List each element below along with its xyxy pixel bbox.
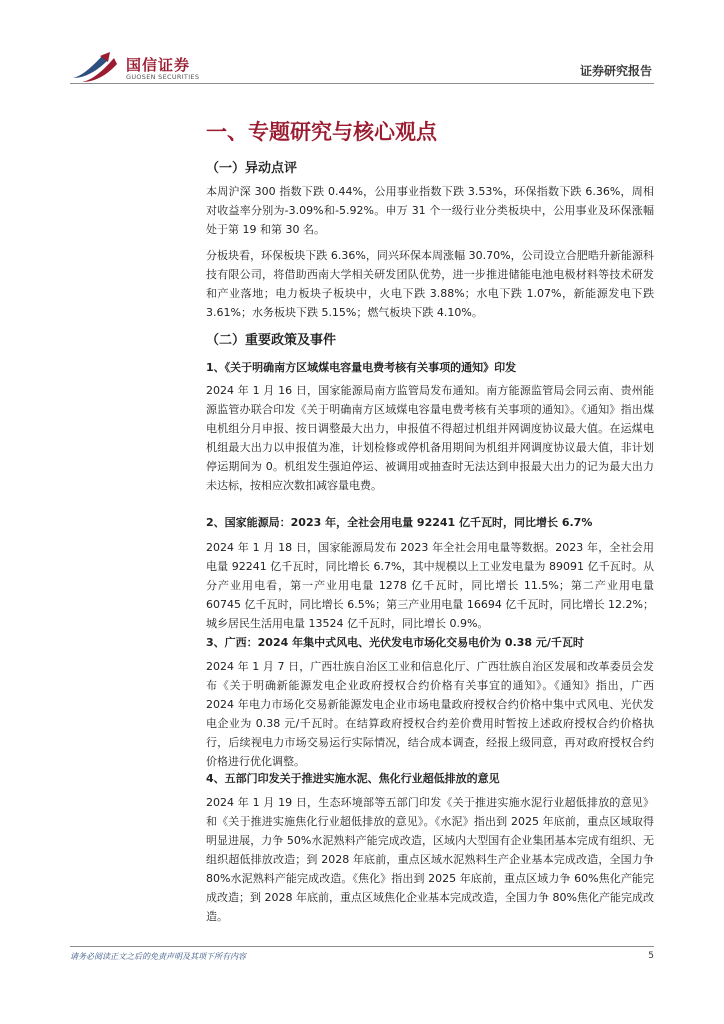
page-header bbox=[0, 0, 724, 90]
policy-item-body-3: 2024 年 1 月 7 日，广西壮族自治区工业和信息化厅、广西壮族自治区发展和改革委员会发布《关于明确新能源发电企业政府授权合约价格有关事宜的通知》。《通知》指出，广西 2024 年电力市场化交易新能源发电企业市场电量政府授权合约价格中集中式风电、光伏发电企业为 0.38 元/千瓦时。在结算政府授权合约差价费用时暂按上述政府授权合约价格执行，后续视电力市场交易运行实际情况，结合成本调查，经报上级同意，再对政府授权合约价格进行优化调整。 bbox=[206, 660, 654, 768]
header-divider bbox=[70, 83, 654, 84]
footer-divider bbox=[70, 946, 654, 947]
policy-item-heading-2: 2、国家能源局：2023 年，全社会用电量 92241 亿千瓦时，同比增长 6.7% bbox=[206, 516, 593, 529]
section-title: 一、专题研究与核心观点 bbox=[206, 120, 437, 144]
policy-item-heading-4: 4、五部门印发关于推进实施水泥、焦化行业超低排放的意见 bbox=[206, 772, 500, 785]
guosen-logo bbox=[70, 50, 220, 86]
guosen-logo-mark-icon bbox=[70, 50, 120, 84]
page-number: 5 bbox=[648, 951, 654, 961]
policy-item-body-1: 2024 年 1 月 16 日，国家能源局南方监管局发布通知。南方能源监管局会同云南、贵州能源监管办联合印发《关于明确南方区域煤电容量电费考核有关事项的通知》。《通知》指出煤电机组分月申报、按日调整最大出力，申报值不得超过机组并网调度协议最大值。在运煤电机组最大出力以申报值为准，计划检修或停机备用期间为机组并网调度协议最大值，非计划停运期间为 0。机组发生强迫停运、被调用或抽查时无法达到申报最大出力的记为最大出力未达标，按相应次数扣减容量电费。 bbox=[206, 384, 654, 492]
policy-item-heading-1: 1、《关于明确南方区域煤电容量电费考核有关事项的通知》印发 bbox=[206, 361, 517, 374]
paragraph-sector-performance: 分板块看，环保板块下跌 6.36%，同兴环保本周涨幅 30.70%，公司设立合肥晧升新能源科技有限公司，将借助西南大学相关研发团队优势，进一步推进储能电池电极材料等技术研发和产业落地；电力板块子板块中，火电下跌 3.88%；水电下跌 1.07%，新能源发电下跌 3.61%；水务板块下跌 5.15%；燃气板块下跌 4.10%。 bbox=[206, 249, 654, 319]
policy-item-body-2: 2024 年 1 月 18 日，国家能源局发布 2023 年全社会用电量等数据。2023 年，全社会用电量 92241 亿千瓦时，同比增长 6.7%，其中规模以上工业发电量为 89091 亿千瓦时。从分产业用电看，第一产业用电量 1278 亿千瓦时，同比增长 11.5%；第二产业用电量 60745 亿千瓦时，同比增长 6.5%；第三产业用电量 16694 亿千瓦时，同比增长 12.2%；城乡居民生活用电量 13524 亿千瓦时，同比增长 0.9%。 bbox=[206, 541, 654, 630]
footer-disclaimer: 请务必阅读正文之后的免责声明及其项下所有内容 bbox=[70, 952, 246, 961]
logo-english-name: GUOSEN SECURITIES bbox=[126, 73, 200, 81]
report-type-label: 证券研究报告 bbox=[579, 64, 652, 78]
paragraph-index-performance: 本周沪深 300 指数下跌 0.44%，公用事业指数下跌 3.53%，环保指数下跌 6.36%，周相对收益率分别为-3.09%和-5.92%。申万 31 个一级行业分类板块中，公用事业及环保涨幅处于第 19 和第 30 名。 bbox=[206, 185, 654, 236]
policy-item-heading-3: 3、广西：2024 年集中式风电、光伏发电市场化交易电价为 0.38 元/千瓦时 bbox=[206, 636, 584, 649]
subsection-title-policy: （二）重要政策及事件 bbox=[206, 333, 337, 348]
logo-chinese-name: 国信证券 bbox=[126, 56, 191, 74]
policy-item-body-4: 2024 年 1 月 19 日，生态环境部等五部门印发《关于推进实施水泥行业超低排放的意见》和《关于推进实施焦化行业超低排放的意见》。《水泥》指出到 2025 年底前，重点区域取得明显进展，力争 50%水泥熟料产能完成改造，区域内大型国有企业集团基本完成有组织、无组织超低排放改造；到 2028 年底前，重点区域水泥熟料生产企业基本完成改造，全国力争 80%水泥熟料产能完成改造。《焦化》指出到 2025 年底前，重点区域力争 60%焦化产能完成改造；到 2028 年底前，重点区域焦化企业基本完成改造，全国力争 80%焦化产能完成改造。 bbox=[206, 796, 654, 923]
subsection-title-anomaly: （一）异动点评 bbox=[206, 161, 298, 176]
